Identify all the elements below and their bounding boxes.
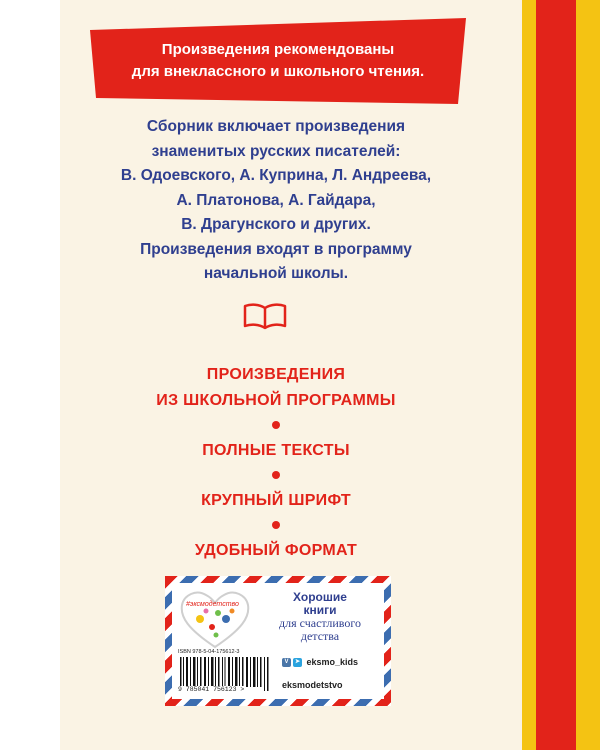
description-line: В. Драгунского и других. — [181, 216, 371, 233]
hashtag: #эксмодетство — [186, 601, 239, 608]
slogan-line: книги — [303, 603, 337, 617]
description-line: Сборник включает произведения — [146, 118, 406, 135]
feature-item: ИЗ ШКОЛЬНОЙ ПРОГРАММЫ — [156, 392, 396, 409]
feature-item: КРУПНЫЙ ШРИФТ — [201, 492, 351, 509]
feature-item: ПРОИЗВЕДЕНИЯ — [206, 366, 346, 383]
feature-item: ПОЛНЫЕ ТЕКСТЫ — [202, 442, 350, 459]
banner-line-1: Произведения рекомендованы — [161, 41, 395, 58]
description-line: знаменитых русских писателей: — [151, 142, 401, 160]
banner-text — [90, 39, 466, 83]
isbn-text: ISBN 978-5-04-175612-3 — [178, 649, 240, 655]
description — [104, 115, 448, 287]
description-line: А. Платонова, А. Гайдара, — [176, 191, 376, 209]
description-line: начальной школы. — [203, 265, 349, 282]
bullet-dot — [272, 421, 280, 429]
telegram-icon: ➤ — [294, 659, 301, 666]
spine-red-stripe — [536, 0, 576, 750]
description-line: Произведения входят в программу — [140, 240, 412, 258]
bullet-dot — [272, 471, 280, 479]
slogan — [258, 591, 382, 643]
heart-badge-icon — [178, 589, 252, 656]
description-line: В. Одоевского, А. Куприна, Л. Андреева, — [120, 167, 432, 184]
feature-list — [104, 362, 448, 564]
website-link[interactable]: eksmodetstvo — [282, 680, 343, 690]
vk-icon: V — [282, 658, 291, 667]
slogan-line: для счастливого — [279, 616, 361, 630]
social-link[interactable] — [282, 657, 358, 667]
slogan-line: Хорошие — [293, 590, 347, 604]
social-handle: eksmo_kids — [306, 657, 359, 667]
recommendation-banner — [90, 18, 466, 104]
banner-line-2: для внеклассного и школьного чтения. — [131, 63, 425, 80]
bullet-dot — [272, 521, 280, 529]
slogan-line: детства — [300, 629, 340, 643]
publisher-card — [165, 576, 391, 706]
open-book-icon — [243, 302, 287, 335]
barcode-number: 9 785041 756123 > — [178, 686, 245, 693]
card-inner — [172, 583, 384, 699]
feature-item: УДОБНЫЙ ФОРМАТ — [194, 542, 358, 559]
